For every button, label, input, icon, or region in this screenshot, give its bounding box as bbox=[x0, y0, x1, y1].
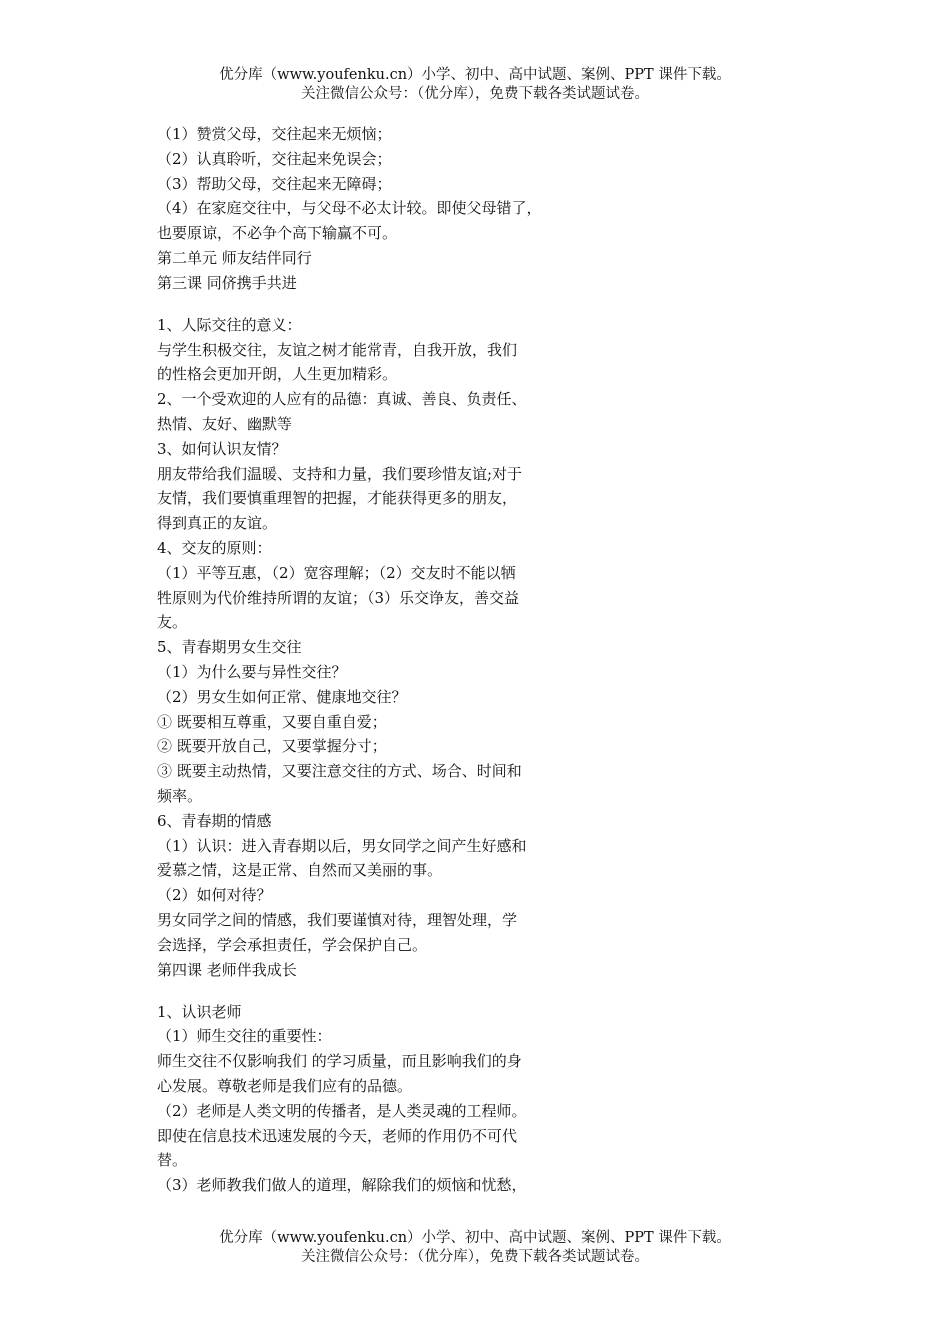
text-line: （2）老师是人类文明的传播者，是人类灵魂的工程师。 bbox=[157, 1101, 527, 1120]
text-line: （1）师生交往的重要性： bbox=[157, 1027, 332, 1046]
text-line: （1）认识：进入青春期以后，男女同学之间产生好感和 bbox=[157, 836, 527, 855]
text-line: 牲原则为代价维持所谓的友谊；（3）乐交诤友，善交益 bbox=[157, 588, 520, 607]
text-line: 会选择，学会承担责任，学会保护自己。 bbox=[157, 935, 428, 954]
text-line: 友情，我们要慎重理智的把握，才能获得更多的朋友， bbox=[157, 489, 518, 508]
text-line: （3）帮助父母，交往起来无障碍； bbox=[157, 174, 392, 193]
text-line: （3）老师教我们做人的道理，解除我们的烦恼和忧愁， bbox=[157, 1176, 527, 1195]
text-line: 与学生积极交往，友谊之树才能常青，自我开放，我们 bbox=[157, 340, 518, 359]
text-line: 1、认识老师 bbox=[157, 1002, 242, 1021]
text-line: 师生交往不仅影响我们 的学习质量，而且影响我们的身 bbox=[157, 1052, 522, 1071]
text-line: 热情、友好、幽默等 bbox=[157, 415, 293, 434]
blank-line bbox=[157, 296, 587, 313]
page-header bbox=[0, 66, 950, 104]
text-line: 第三课 同侪携手共进 bbox=[157, 273, 297, 292]
text-line: （2）男女生如何正常、健康地交往？ bbox=[157, 687, 407, 706]
text-line: ① 既要相互尊重，又要自重自爱； bbox=[157, 712, 387, 731]
text-line: （1）平等互惠，（2）宽容理解；（2）交友时不能以牺 bbox=[157, 563, 516, 582]
text-line: 第二单元 师友结伴同行 bbox=[157, 248, 312, 267]
blank-line bbox=[157, 982, 587, 999]
text-line: ② 既要开放自己，又要掌握分寸； bbox=[157, 737, 387, 756]
text-line: 3、如何认识友情？ bbox=[157, 439, 287, 458]
text-line: 4、交友的原则： bbox=[157, 539, 272, 558]
text-line: 朋友带给我们温暖、支持和力量，我们要珍惜友谊;对于 bbox=[157, 464, 523, 483]
header-line-1: 优分库（www.youfenku.cn）小学、初中、高中试题、案例、PPT 课件下载。 bbox=[219, 67, 731, 83]
text-line: （2）如何对待？ bbox=[157, 886, 272, 905]
text-line: 频率。 bbox=[157, 787, 203, 806]
text-line: 的性格会更加开朗，人生更加精彩。 bbox=[157, 365, 398, 384]
text-line: 第四课 老师伴我成长 bbox=[157, 960, 297, 979]
text-line: 替。 bbox=[157, 1151, 188, 1170]
text-line: （1）赞赏父母，交往起来无烦恼； bbox=[157, 125, 392, 143]
text-line: 心发展。尊敬老师是我们应有的品德。 bbox=[157, 1077, 413, 1096]
text-line: （1）为什么要与异性交往？ bbox=[157, 663, 347, 682]
text-line: 6、青春期的情感 bbox=[157, 811, 272, 830]
text-line: 1、人际交往的意义： bbox=[157, 315, 302, 334]
text-line: 得到真正的友谊。 bbox=[157, 514, 278, 533]
text-line: （2）认真聆听，交往起来免误会； bbox=[157, 149, 392, 168]
page-footer bbox=[0, 1229, 950, 1267]
footer-line-2: 关注微信公众号：（优分库），免费下载各类试题试卷。 bbox=[301, 1249, 649, 1265]
document-body bbox=[157, 122, 587, 1198]
text-line: 即使在信息技术迅速发展的今天，老师的作用仍不可代 bbox=[157, 1126, 518, 1145]
text-line: 2、一个受欢迎的人应有的品德：真诚、善良、负责任、 bbox=[157, 390, 527, 409]
header-line-2: 关注微信公众号：（优分库），免费下载各类试题试卷。 bbox=[301, 86, 649, 102]
text-line: 爱慕之情，这是正常、自然而又美丽的事。 bbox=[157, 861, 443, 880]
footer-line-1: 优分库（www.youfenku.cn）小学、初中、高中试题、案例、PPT 课件下载。 bbox=[219, 1230, 731, 1246]
text-line: 男女同学之间的情感，我们要谨慎对待，理智处理，学 bbox=[157, 911, 518, 929]
text-line: （4）在家庭交往中，与父母不必太计较。即使父母错了， bbox=[157, 199, 542, 218]
text-line: 友。 bbox=[157, 613, 188, 632]
text-line: ③ 既要主动热情，又要注意交往的方式、场合、时间和 bbox=[157, 762, 522, 781]
text-line: 5、青春期男女生交往 bbox=[157, 638, 302, 657]
text-line: 也要原谅，不必争个高下输赢不可。 bbox=[157, 224, 398, 243]
